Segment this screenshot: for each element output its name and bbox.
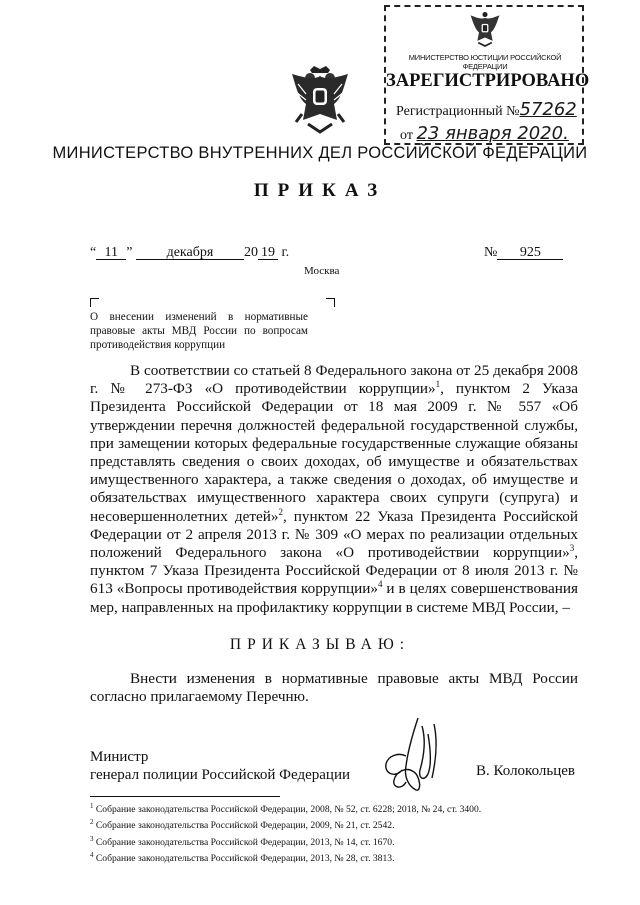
document-type-heading: ПРИКАЗ bbox=[253, 180, 387, 201]
preamble-paragraph bbox=[90, 362, 578, 617]
order-subject: О внесении изменений в нормативные правовые акты МВД России по вопросам противодействия коррупции bbox=[90, 311, 308, 351]
footnote-2 bbox=[90, 816, 481, 832]
footnotes bbox=[90, 800, 481, 866]
footnote-1 bbox=[90, 800, 481, 816]
stamp-status: ЗАРЕГИСТРИРОВАНО bbox=[386, 71, 590, 91]
date-quote-open: “ bbox=[90, 245, 97, 260]
footnote-1-number: 1 bbox=[90, 802, 94, 810]
signatory-name: В. Колокольцев bbox=[476, 763, 575, 779]
date-quote-close: ” bbox=[126, 245, 133, 260]
date-year-mark: г. bbox=[281, 245, 290, 260]
preamble-part-4: , пунктом 7 Указа Президента Российской Федерации от 8 июля 2013 г. № 613 «Вопросы противодействия коррупции» bbox=[90, 544, 578, 598]
registration-stamp bbox=[384, 5, 590, 145]
footnote-2-number: 2 bbox=[90, 818, 94, 827]
signatory-title bbox=[90, 748, 350, 784]
date-year-suffix: 19 bbox=[258, 246, 278, 260]
preamble-part-3: , пунктом 22 Указа Президента Российской Федерации от 2 апреля 2013 г. № 309 «О мерах по реализации отдельных положений Федерального закона «О противодействии коррупции» bbox=[90, 507, 578, 562]
stamp-reg-number: 57262 bbox=[519, 99, 577, 120]
preamble-part-5: и в целях совершенствования мер, направленных на профилактику коррупции в системе МВД России, – bbox=[90, 580, 578, 616]
preamble-part-2: , пунктом 2 Указа Президента Российской Федерации от 18 мая 2009 г. № 557 «Об утверждении перечня должностей федеральной государственной службы, при замещении которых федеральные государственные служащие обязаны представлять сведения о своих доходах, об имуществе и обязательствах имущественного характера, а также сведения о доходах, об имуществе и обязательствах имущественного характера своих супруги (супруга) и несовершеннолетних детей» bbox=[90, 380, 578, 525]
number-value: 925 bbox=[497, 246, 563, 260]
order-text: Внести изменения в нормативные правовые акты МВД России согласно прилагаемому Перечню. bbox=[90, 670, 578, 706]
preamble-part-1: В соответствии со статьей 8 Федерального закона от 25 декабря 2008 г. № 273-ФЗ «О противодействии коррупции» bbox=[90, 362, 578, 398]
date-day: 11 bbox=[96, 246, 126, 260]
number-label: № bbox=[484, 245, 498, 260]
stamp-eagle-emblem-icon bbox=[468, 10, 502, 48]
city: Москва bbox=[304, 265, 340, 277]
handwritten-signature bbox=[378, 716, 448, 794]
stamp-registration-row bbox=[396, 99, 577, 120]
double-headed-eagle-emblem-icon bbox=[288, 64, 352, 140]
footnote-3-text: Собрание законодательства Российской Федерации, 2013, № 14, ст. 1670. bbox=[93, 836, 395, 848]
footnote-ref-2: 2 bbox=[278, 506, 283, 517]
order-heading: ПРИКАЗЫВАЮ: bbox=[229, 636, 411, 653]
footnote-3 bbox=[90, 833, 481, 849]
footnote-4 bbox=[90, 849, 481, 865]
footnote-3-number: 3 bbox=[90, 834, 94, 843]
footnote-ref-4: 4 bbox=[377, 579, 383, 590]
signatory-title-line-1: Министр bbox=[90, 749, 149, 765]
stamp-reg-label: Регистрационный № bbox=[396, 104, 520, 119]
order-date bbox=[90, 245, 289, 261]
footnote-4-text: Собрание законодательства Российской Федерации, 2013, № 28, ст. 3813. bbox=[93, 853, 395, 865]
stamp-date-label: от bbox=[400, 128, 413, 143]
footnote-1-text: Собрание законодательства Российской Федерации, 2008, № 52, ст. 6228; 2018, № 24, ст. 3400. bbox=[93, 804, 482, 816]
footnote-separator bbox=[90, 796, 280, 797]
order-number bbox=[484, 245, 563, 261]
stamp-date-row bbox=[400, 123, 569, 144]
stamp-date-value: 23 января 2020. bbox=[416, 123, 569, 144]
footnote-4-number: 4 bbox=[90, 851, 94, 860]
subject-corner-left bbox=[90, 298, 99, 307]
footnote-ref-3: 3 bbox=[569, 542, 575, 553]
signatory-title-line-2: генерал полиции Российской Федерации bbox=[90, 767, 351, 783]
date-year-prefix: 20 bbox=[243, 245, 258, 260]
subject-corner-right bbox=[326, 298, 335, 307]
footnote-ref-1: 1 bbox=[435, 379, 441, 390]
date-month: декабря bbox=[136, 246, 244, 260]
stamp-ministry-name: МИНИСТЕРСТВО ЮСТИЦИИ РОССИЙСКОЙ ФЕДЕРАЦИИ bbox=[408, 53, 562, 71]
ministry-title: МИНИСТЕРСТВО ВНУТРЕННИХ ДЕЛ РОССИЙСКОЙ ФЕДЕРАЦИИ bbox=[52, 144, 588, 162]
footnote-2-text: Собрание законодательства Российской Федерации, 2009, № 21, ст. 2542. bbox=[93, 820, 395, 832]
